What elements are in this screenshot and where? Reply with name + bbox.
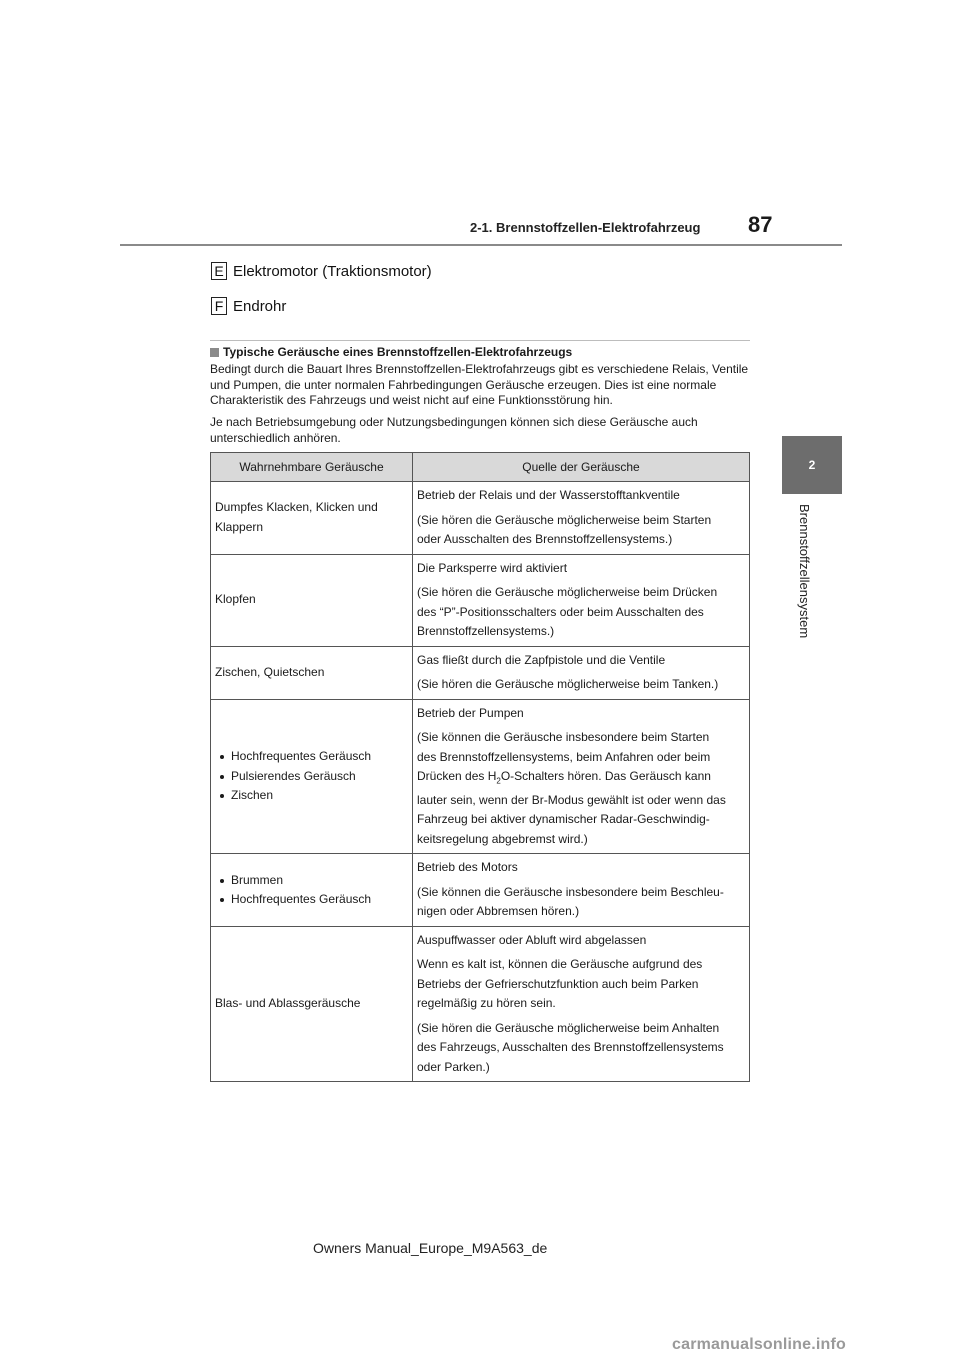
noise-cell: [211, 646, 413, 699]
source-cell: [413, 699, 750, 854]
source-title: Gas fließt durch die Zapfpistole und die Ventile: [417, 652, 666, 667]
noise-bullet: Brummen: [215, 871, 408, 891]
source-text: oder Ausschalten des Brennstoffzellensystems.): [417, 532, 673, 546]
source-text: regelmäßig zu hören sein.: [417, 996, 556, 1011]
source-title: Betrieb des Motors: [417, 860, 518, 875]
noise-cell: [211, 554, 413, 646]
table-row: [211, 854, 750, 927]
source-text-h2o: Drücken des $H_2O$-Schalters hören. Das Geräusch kann: [417, 769, 711, 786]
source-text: (Sie hören die Geräusche möglicherweise beim Drücken: [417, 585, 718, 599]
legend-label: Endrohr: [233, 297, 287, 315]
legend-key-box: F: [211, 297, 227, 315]
source-text: Fahrzeug bei aktiver dynamischer Radar-Geschwindig-: [417, 812, 710, 827]
noise-bullet-list: [215, 747, 408, 806]
source-text: (Sie können die Geräusche insbesondere beim Starten: [417, 730, 710, 744]
table-row: [211, 926, 750, 1082]
source-title: Die Parksperre wird aktiviert: [417, 560, 568, 575]
noise-table: [210, 452, 750, 1082]
variation-paragraph: Je nach Betriebsumgebung oder Nutzungsbedingungen können sich diese Geräusche auch unterschiedlich anhören.: [210, 415, 698, 445]
table-header-row: [211, 453, 750, 482]
source-text: oder Parken.): [417, 1059, 490, 1074]
source-text: des Brennstoffzellensystems, beim Anfahren oder beim: [417, 749, 711, 764]
legend-label: Elektromotor (Traktionsmotor): [233, 262, 432, 280]
square-bullet-icon: [210, 348, 219, 357]
source-title: Betrieb der Relais und der Wasserstofftankventile: [417, 488, 680, 502]
noise-text: Dumpfes Klacken, Klicken und: [215, 500, 378, 515]
table-row: [211, 699, 750, 854]
source-text: (Sie hören die Geräusche möglicherweise beim Anhalten: [417, 1020, 720, 1035]
page-number: 87: [748, 212, 773, 237]
noise-cell: [211, 926, 413, 1082]
noise-bullet: Pulsierendes Geräusch: [215, 767, 408, 787]
source-cell: [413, 926, 750, 1082]
noise-bullet: Zischen: [215, 786, 408, 806]
source-text: (Sie hören die Geräusche möglicherweise beim Tanken.): [417, 677, 719, 691]
section-divider: [210, 340, 750, 341]
legend-key-box: E: [211, 262, 227, 280]
section-heading: [210, 345, 572, 359]
source-text: lauter sein, wenn der Br-Modus gewählt ist oder wenn das: [417, 792, 726, 807]
table-row: [211, 554, 750, 646]
source-text: Brennstoffzellensystems.): [417, 624, 555, 638]
source-text: Betriebs der Gefrierschutzfunktion auch beim Parken: [417, 976, 699, 991]
legend-item-f: [211, 297, 286, 315]
source-text: nigen oder Abbremsen hören.): [417, 904, 580, 919]
table-row: [211, 482, 750, 555]
table-row: [211, 646, 750, 699]
source-text: keitsregelung abgebremst wird.): [417, 831, 588, 846]
source-text: des “P”-Positionsschalters oder beim Ausschalten des: [417, 604, 704, 619]
chapter-tab: [782, 436, 842, 494]
noise-bullet: Hochfrequentes Geräusch: [215, 890, 408, 910]
noise-text: Klopfen: [215, 592, 256, 607]
source-text: (Sie können die Geräusche insbesondere beim Beschleu-: [417, 884, 724, 899]
section-heading-text: Typische Geräusche eines Brennstoffzellen-Elektrofahrzeugs: [223, 345, 573, 359]
source-title: Auspuffwasser oder Abluft wird abgelassen: [417, 932, 647, 947]
header-divider: [120, 244, 842, 246]
source-text: (Sie hören die Geräusche möglicherweise beim Starten: [417, 512, 712, 527]
noise-text: Klappern: [215, 519, 264, 534]
watermark: carmanualsonline.info: [672, 1336, 847, 1353]
source-title: Betrieb der Pumpen: [417, 705, 524, 720]
chapter-label: Brennstoffzellensystem: [797, 504, 812, 639]
section-title: 2-1. Brennstoffzellen-Elektrofahrzeug: [470, 220, 701, 235]
column-header-source: Quelle der Geräusche: [413, 453, 750, 482]
noise-bullet: Hochfrequentes Geräusch: [215, 747, 408, 767]
chapter-number: 2: [808, 458, 816, 472]
column-header-noise: Wahrnehmbare Geräusche: [211, 453, 413, 482]
source-cell: [413, 646, 750, 699]
legend-item-e: [211, 262, 432, 280]
noise-cell: [211, 854, 413, 927]
noise-cell: [211, 699, 413, 854]
document-id: Owners Manual_Europe_M9A563_de: [313, 1240, 548, 1256]
source-text: des Fahrzeugs, Ausschalten des Brennstoffzellensystems: [417, 1040, 724, 1055]
source-text: Wenn es kalt ist, können die Geräusche aufgrund des: [417, 957, 703, 972]
noise-cell: [211, 482, 413, 555]
source-cell: [413, 554, 750, 646]
source-cell: [413, 482, 750, 555]
noise-text: Zischen, Quietschen: [215, 664, 325, 679]
source-cell: [413, 854, 750, 927]
noise-bullet-list: [215, 871, 408, 910]
noise-text: Blas- und Ablassgeräusche: [215, 996, 361, 1011]
intro-paragraph: Bedingt durch die Bauart Ihres Brennstoffzellen-Elektrofahrzeugs gibt es verschiedene Relais, Ventile und Pumpen, die unter normalen Fahrbedingungen Geräusche erzeugen. Dies ist eine normale Charakteristik des Fahrzeugs und weist nicht auf eine Funktionsstörung hin.: [210, 362, 749, 407]
